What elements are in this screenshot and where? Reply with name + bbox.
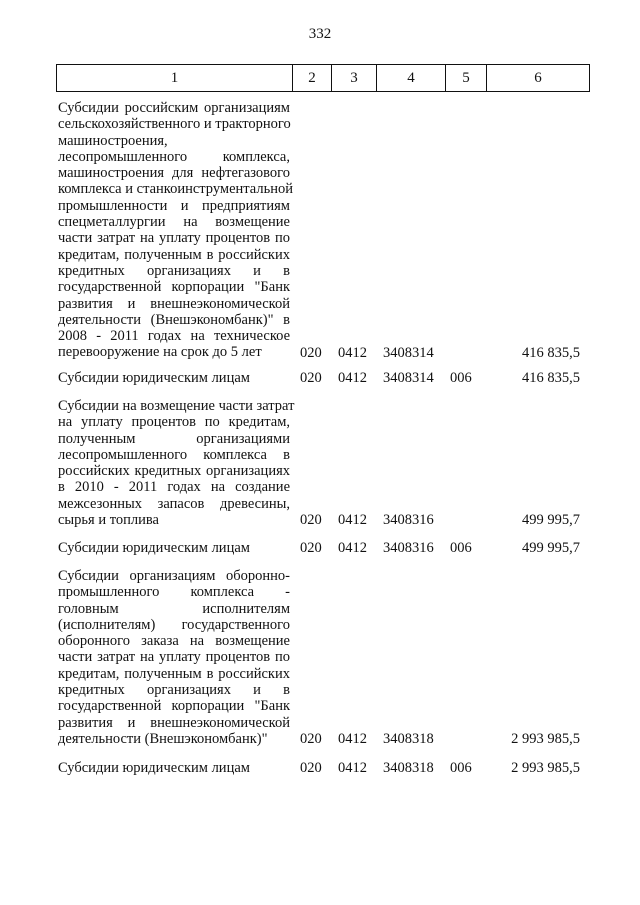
cell-c4: 3408314 [383, 344, 434, 361]
description-line: лесопромышленного комплекса, [58, 148, 290, 165]
column-header-5: 5 [446, 65, 487, 92]
row-description [58, 568, 290, 747]
cell-c3: 0412 [338, 760, 367, 776]
description-line: оборонного заказа на возмещение [58, 633, 290, 650]
description-line: на уплату процентов по кредитам, [58, 414, 290, 431]
row-description [58, 100, 293, 361]
page-number: 332 [308, 26, 332, 42]
cell-c6: 499 995,7 [522, 512, 580, 529]
cell-c4: 3408316 [383, 540, 434, 556]
cell-c2: 020 [300, 760, 322, 776]
description-line: промышленного комплекса - [58, 584, 290, 601]
description-line: в 2010 - 2011 годах на создание [58, 479, 290, 496]
cell-c5: 006 [450, 370, 472, 386]
description-line: кредитных организациях и в [58, 262, 290, 279]
row-description [58, 370, 290, 386]
column-header-1: 1 [57, 65, 293, 92]
cell-c6: 499 995,7 [522, 540, 580, 556]
row-description [58, 760, 290, 776]
cell-c2: 020 [300, 731, 322, 747]
description-line: лесопромышленного комплекса в [58, 446, 290, 463]
cell-c4: 3408316 [383, 512, 434, 529]
description-line: Субсидии на возмещение части затрат [58, 398, 295, 414]
description-line: сырья и топлива [58, 512, 159, 529]
cell-c2: 020 [300, 540, 322, 556]
description-line: межсезонных запасов древесины, [58, 495, 290, 512]
description-line: кредитных организациях и в [58, 682, 290, 699]
description-line: машиностроения для нефтегазового [58, 165, 290, 182]
description-line: кредитам, полученным в российских [58, 246, 290, 263]
column-header-row [57, 65, 590, 92]
cell-c3: 0412 [338, 731, 367, 747]
description-line: промышленности и предприятиям [58, 197, 290, 214]
description-line: российских кредитных организациях [58, 463, 290, 480]
description-line: части затрат на уплату процентов по [58, 649, 290, 666]
cell-c2: 020 [300, 344, 322, 361]
description-line: Субсидии юридическим лицам [58, 540, 250, 556]
cell-c5: 006 [450, 540, 472, 556]
description-line: сельскохозяйственного и тракторного [58, 116, 291, 133]
description-line: части затрат на уплату процентов по [58, 230, 290, 247]
cell-c4: 3408318 [383, 731, 434, 747]
cell-c2: 020 [300, 512, 322, 529]
column-header-6: 6 [487, 65, 590, 92]
row-description [58, 540, 290, 556]
cell-c3: 0412 [338, 540, 367, 556]
description-line: спецметаллургии на возмещение [58, 214, 290, 231]
column-header-4: 4 [377, 65, 446, 92]
description-line: Субсидии юридическим лицам [58, 370, 250, 386]
cell-c6: 2 993 985,5 [511, 760, 580, 776]
column-header-table [56, 64, 590, 92]
column-header-3: 3 [332, 65, 377, 92]
row-description [58, 398, 295, 529]
description-line: Субсидии российским организациям [58, 100, 290, 116]
description-line: головным исполнителям [58, 600, 290, 617]
description-line: кредитам, полученным в российских [58, 665, 290, 682]
cell-c6: 416 835,5 [522, 370, 580, 386]
description-line: развития и внешнеэкономической [58, 714, 290, 731]
cell-c3: 0412 [338, 512, 367, 529]
description-line: перевооружение на срок до 5 лет [58, 344, 262, 361]
description-line: государственной корпорации "Банк [58, 698, 290, 715]
cell-c3: 0412 [338, 344, 367, 361]
description-line: деятельности (Внешэкономбанк)" в [58, 311, 290, 328]
cell-c2: 020 [300, 370, 322, 386]
cell-c6: 2 993 985,5 [511, 731, 580, 747]
cell-c4: 3408314 [383, 370, 434, 386]
description-line: (исполнителям) государственного [58, 616, 290, 633]
description-line: Субсидии юридическим лицам [58, 760, 250, 776]
cell-c5: 006 [450, 760, 472, 776]
cell-c6: 416 835,5 [522, 344, 580, 361]
column-header-2: 2 [293, 65, 332, 92]
description-line: государственной корпорации "Банк [58, 279, 290, 296]
description-line: деятельности (Внешэкономбанк)" [58, 730, 268, 747]
cell-c4: 3408318 [383, 760, 434, 776]
description-line: машиностроения, [58, 132, 168, 149]
description-line: комплекса и станкоинструментальной [58, 181, 293, 198]
cell-c3: 0412 [338, 370, 367, 386]
description-line: 2008 - 2011 годах на техническое [58, 328, 290, 345]
description-line: Субсидии организациям оборонно- [58, 568, 290, 584]
description-line: полученным организациями [58, 430, 290, 447]
description-line: развития и внешнеэкономической [58, 295, 290, 312]
